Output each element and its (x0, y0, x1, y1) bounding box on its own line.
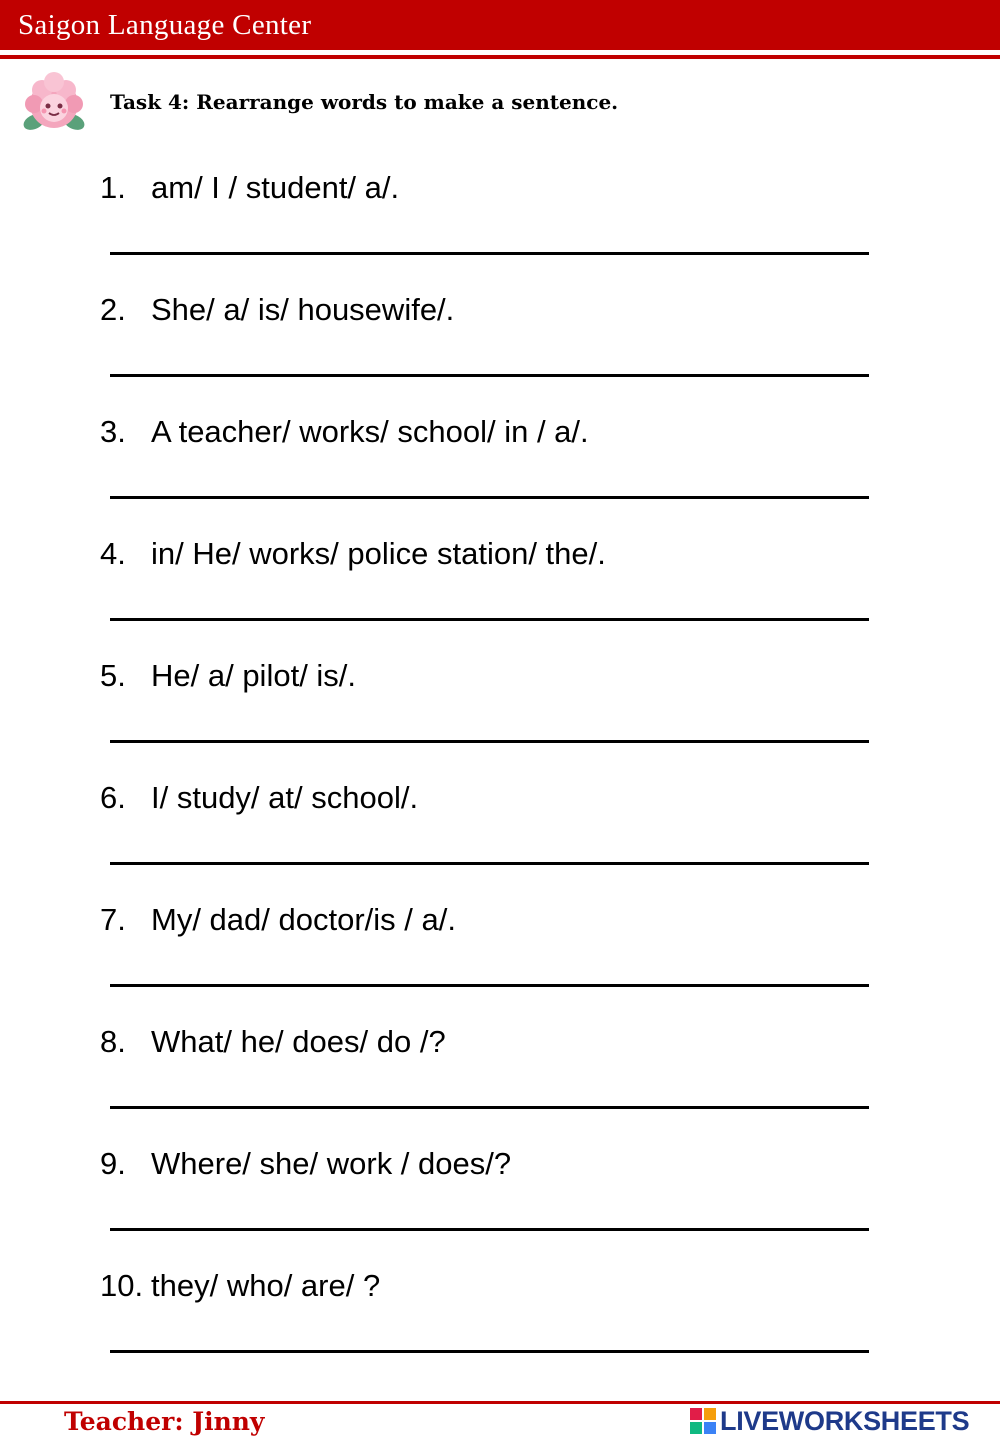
item-prompt: in/ He/ works/ police station/ the/. (151, 536, 606, 571)
item-prompt: I/ study/ at/ school/. (151, 780, 419, 815)
answer-line[interactable] (110, 984, 869, 987)
item-prompt: they/ who/ are/ ? (151, 1268, 381, 1303)
exercise-item (0, 416, 1000, 538)
task-title: Task 4: Rearrange words to make a sentence. (110, 90, 619, 114)
answer-line[interactable] (110, 1350, 869, 1353)
exercise-item (0, 904, 1000, 1026)
item-prompt: A teacher/ works/ school/ in / a/. (151, 414, 589, 449)
item-prompt: She/ a/ is/ housewife/. (151, 292, 455, 327)
item-number: 10. (100, 1268, 144, 1303)
item-number: 7. (100, 902, 126, 937)
liveworksheets-logo-icon (690, 1408, 716, 1434)
answer-line[interactable] (110, 862, 869, 865)
answer-line[interactable] (110, 496, 869, 499)
exercise-item (0, 1026, 1000, 1148)
item-number: 2. (100, 292, 126, 327)
item-prompt: What/ he/ does/ do /? (151, 1024, 446, 1059)
brand-name: LIVEWORKSHEETS (720, 1405, 970, 1436)
answer-line[interactable] (110, 1228, 869, 1231)
exercise-item (0, 538, 1000, 660)
answer-line[interactable] (110, 618, 869, 621)
item-prompt: am/ I / student/ a/. (151, 170, 400, 205)
header-bar (0, 0, 1000, 50)
exercise-item (0, 1270, 1000, 1392)
item-number: 3. (100, 414, 126, 449)
liveworksheets-logo[interactable] (690, 1406, 969, 1436)
item-number: 9. (100, 1146, 126, 1181)
flower-mascot-icon (20, 68, 88, 136)
item-prompt: My/ dad/ doctor/is / a/. (151, 902, 456, 937)
exercise-item (0, 172, 1000, 294)
header-divider (0, 55, 1000, 59)
item-number: 6. (100, 780, 126, 815)
item-number: 1. (100, 170, 126, 205)
item-prompt: Where/ she/ work / does/? (151, 1146, 512, 1181)
answer-line[interactable] (110, 374, 869, 377)
exercise-item (0, 782, 1000, 904)
item-number: 8. (100, 1024, 126, 1059)
answer-line[interactable] (110, 252, 869, 255)
answer-line[interactable] (110, 1106, 869, 1109)
teacher-name: Teacher: Jinny (64, 1407, 265, 1436)
exercise-item (0, 1148, 1000, 1270)
footer-divider (0, 1401, 1000, 1404)
exercise-item (0, 294, 1000, 416)
item-number: 5. (100, 658, 126, 693)
item-number: 4. (100, 536, 126, 571)
header-title: Saigon Language Center (18, 9, 312, 41)
item-prompt: He/ a/ pilot/ is/. (151, 658, 357, 693)
exercise-item (0, 660, 1000, 782)
answer-line[interactable] (110, 740, 869, 743)
